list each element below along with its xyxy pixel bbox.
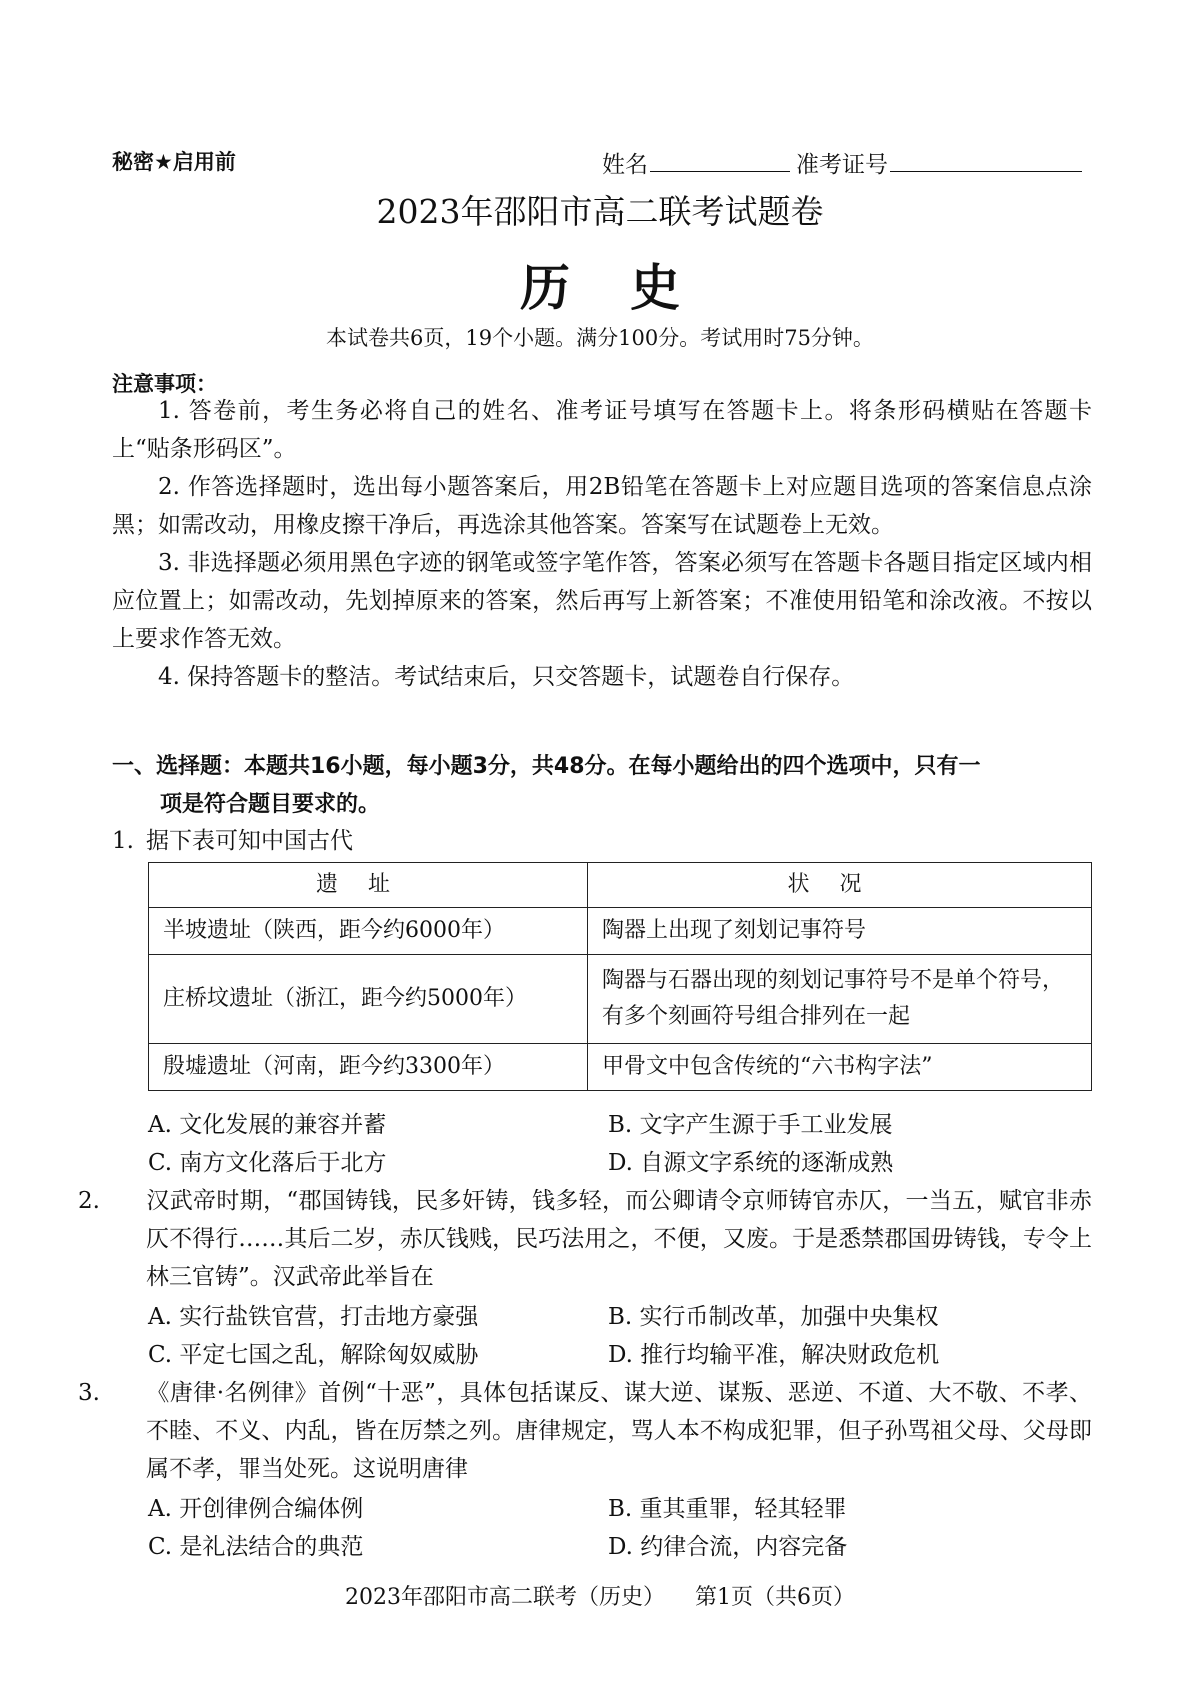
sites-table bbox=[148, 862, 1092, 1091]
candidate-info bbox=[602, 146, 1082, 179]
notice-item: 1. 答卷前，考生务必将自己的姓名、准考证号填写在答题卡上。将条形码横贴在答题卡上“贴条形码区”。 bbox=[112, 398, 1092, 462]
question-stem: 据下表可知中国古代 bbox=[146, 828, 353, 854]
question-stem: 《唐律·名例律》首例“十恶”，具体包括谋反、谋大逆、谋叛、恶逆、不道、大不敬、不孝、不睦、不义、内乱，皆在厉禁之列。唐律规定，骂人本不构成犯罪，但子孙骂祖父母、父母即属不孝，罪当处死。这说明唐律 bbox=[146, 1380, 1092, 1482]
confidential-label: 秘密★启用前 bbox=[112, 150, 236, 174]
question-number: 3. bbox=[78, 1380, 100, 1406]
notice-item: 3. 非选择题必须用黑色字迹的钢笔或签字笔作答，答案必须写在答题卡各题目指定区域内相应位置上；如需改动，先划掉原来的答案，然后再写上新答案；不准使用铅笔和涂改液。不按以上要求作答无效。 bbox=[112, 550, 1092, 652]
id-blank bbox=[890, 149, 1082, 172]
table-header-row bbox=[149, 863, 1092, 908]
section-heading bbox=[112, 748, 1092, 824]
option-a: A. 开创律例合编体例 bbox=[148, 1496, 364, 1522]
question-number: 1. bbox=[112, 828, 134, 854]
page-footer bbox=[0, 1580, 1200, 1611]
question-stem: 汉武帝时期，“郡国铸钱，民多奸铸，钱多轻，而公卿请令京师铸官赤仄，一当五，赋官非赤仄不得行……其后二岁，赤仄钱贱，民巧法用之，不便，又废。于是悉禁郡国毋铸钱，专令上林三官铸”。汉武帝此举旨在 bbox=[146, 1188, 1092, 1290]
table-header: 状况 bbox=[588, 863, 1092, 908]
option-c: C. 平定七国之乱，解除匈奴威胁 bbox=[148, 1342, 479, 1368]
question-number: 2. bbox=[78, 1188, 100, 1214]
subject-title: 历史 bbox=[520, 259, 740, 317]
option-c: C. 是礼法结合的典范 bbox=[148, 1534, 364, 1560]
notice-title: 注意事项： bbox=[112, 372, 217, 396]
table-cell: 甲骨文中包含传统的“六书构字法” bbox=[588, 1044, 1092, 1091]
option-b: B. 重其重罪，轻其轻罪 bbox=[608, 1496, 847, 1522]
table-cell: 半坡遗址（陕西，距今约6000年） bbox=[149, 908, 588, 955]
exam-info: 本试卷共6页，19个小题。满分100分。考试用时75分钟。 bbox=[326, 326, 874, 350]
table-row bbox=[149, 1044, 1092, 1091]
option-b: B. 实行币制改革，加强中央集权 bbox=[608, 1304, 939, 1330]
footer-exam-name: 2023年邵阳市高二联考（历史） bbox=[345, 1585, 665, 1610]
option-b: B. 文字产生源于手工业发展 bbox=[608, 1112, 893, 1138]
section-heading-line2: 项是符合题目要求的。 bbox=[160, 792, 381, 817]
name-label: 姓名 bbox=[602, 152, 648, 178]
table-header: 遗址 bbox=[149, 863, 588, 908]
table-cell: 陶器上出现了刻划记事符号 bbox=[588, 908, 1092, 955]
table-row bbox=[149, 908, 1092, 955]
question-1 bbox=[112, 822, 1092, 860]
option-a: A. 实行盐铁官营，打击地方豪强 bbox=[148, 1304, 479, 1330]
table-cell: 殷墟遗址（河南，距今约3300年） bbox=[149, 1044, 588, 1091]
question-2 bbox=[78, 1182, 1092, 1296]
id-label: 准考证号 bbox=[796, 152, 888, 178]
option-a: A. 文化发展的兼容并蓄 bbox=[148, 1112, 387, 1138]
option-d: D. 约律合流，内容完备 bbox=[608, 1534, 848, 1560]
name-blank bbox=[650, 149, 790, 172]
section-heading-line1: 一、选择题：本题共16小题，每小题3分，共48分。在每小题给出的四个选项中，只有一 bbox=[112, 754, 981, 779]
question-3 bbox=[78, 1374, 1092, 1488]
table-cell: 庄桥坟遗址（浙江，距今约5000年） bbox=[149, 955, 588, 1044]
table-row bbox=[149, 955, 1092, 1044]
notice-item: 2. 作答选择题时，选出每小题答案后，用2B铅笔在答题卡上对应题目选项的答案信息点涂黑；如需改动，用橡皮擦干净后，再选涂其他答案。答案写在试题卷上无效。 bbox=[112, 474, 1092, 538]
option-d: D. 自源文字系统的逐渐成熟 bbox=[608, 1150, 894, 1176]
table-cell: 陶器与石器出现的刻划记事符号不是单个符号，有多个刻画符号组合排列在一起 bbox=[588, 955, 1092, 1044]
notice-item: 4. 保持答题卡的整洁。考试结束后，只交答题卡，试题卷自行保存。 bbox=[158, 664, 855, 690]
option-c: C. 南方文化落后于北方 bbox=[148, 1150, 387, 1176]
footer-page-number: 第1页（共6页） bbox=[695, 1585, 855, 1610]
option-d: D. 推行均输平准，解决财政危机 bbox=[608, 1342, 940, 1368]
exam-title: 2023年邵阳市高二联考试题卷 bbox=[376, 192, 824, 231]
